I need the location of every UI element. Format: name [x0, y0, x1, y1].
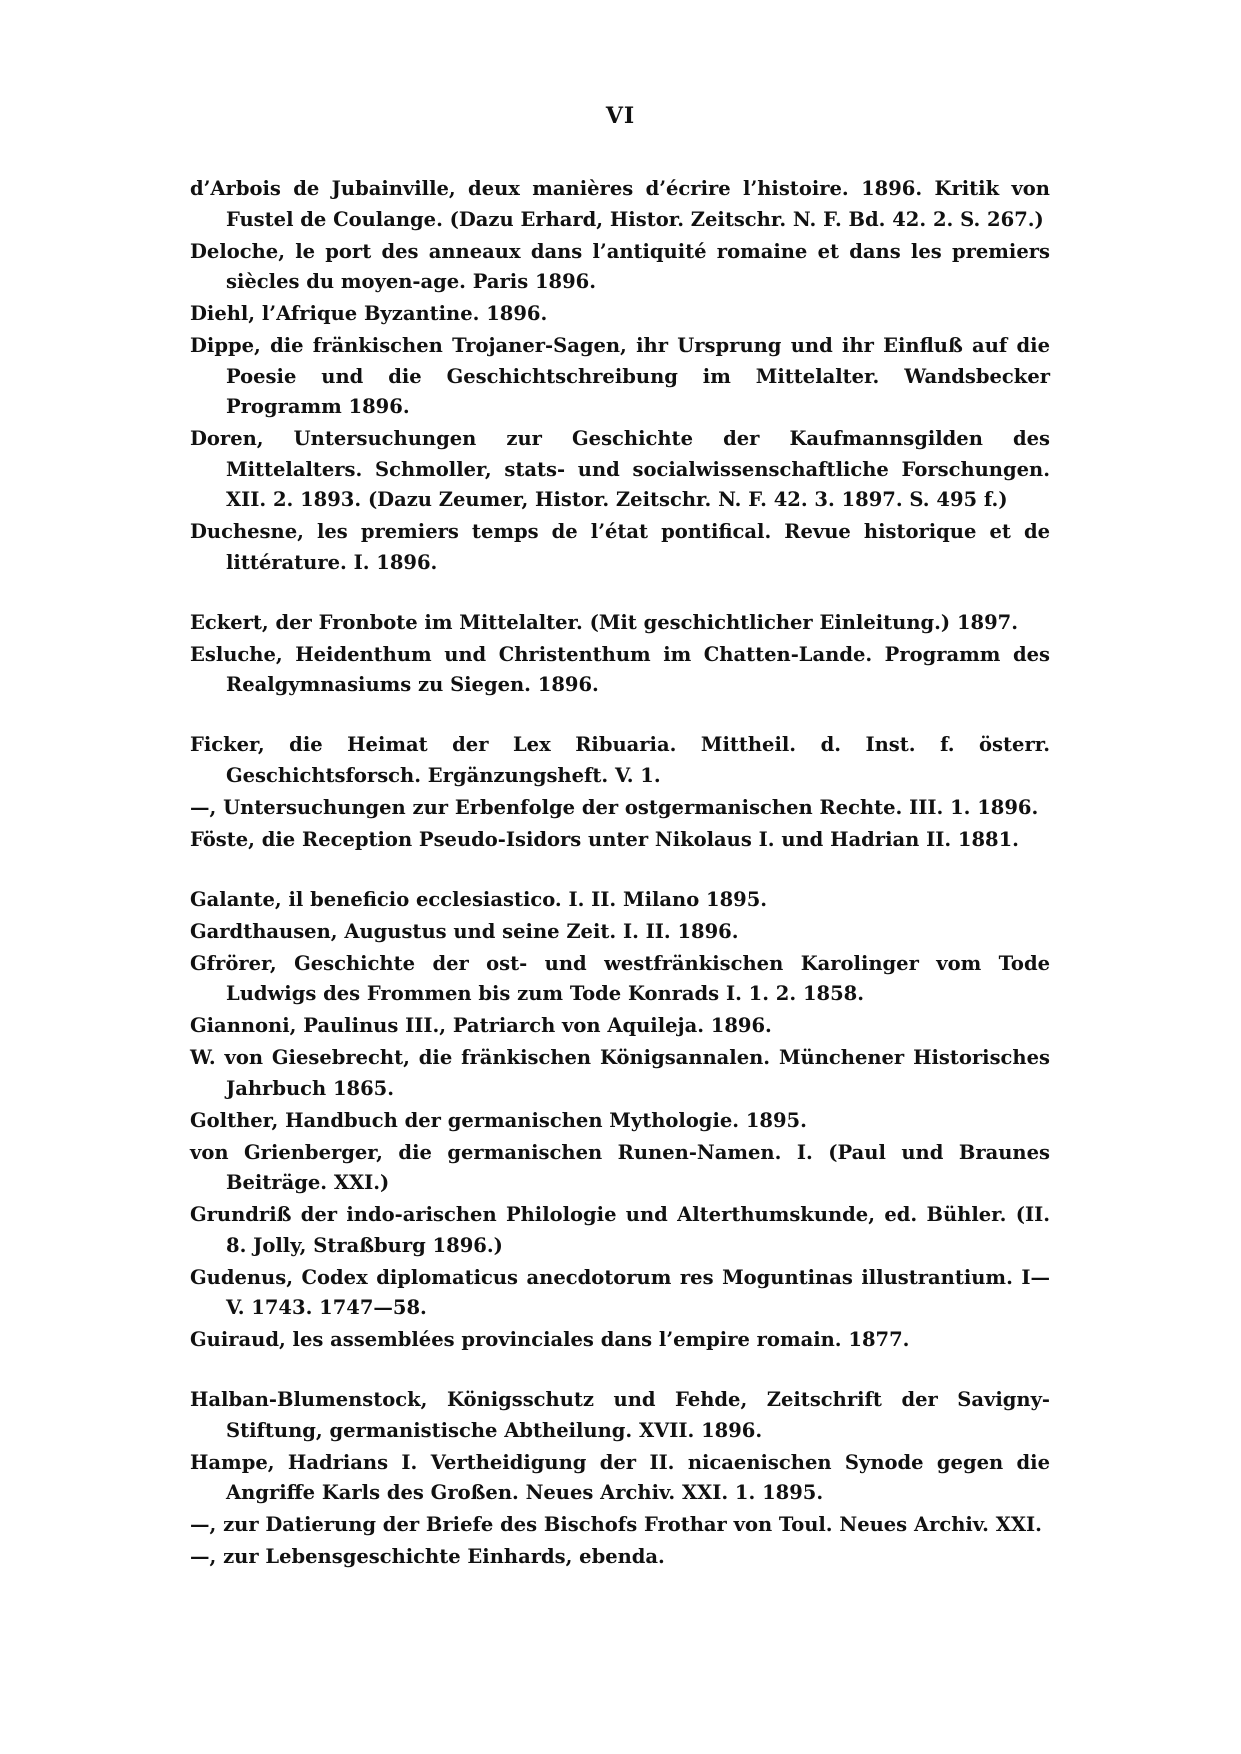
bib-entry-grienberger: von Grienberger, die germanischen Runen-Namen. I. (Paul und Braunes Beiträge. XXI.)	[190, 1140, 1050, 1194]
bib-entry-giesebrecht: W. von Giesebrecht, die fränkischen Königsannalen. Münchener Historisches Jahrbuch 1865.	[190, 1046, 1050, 1100]
bib-entry-hampe: Hampe, Hadrians I. Vertheidigung der II. nicaenischen Synode gegen die Angriffe Karls des Großen. Neues Archiv. XXI. 1. 1895.	[190, 1450, 1050, 1504]
bib-entry-grundriss: Grundriß der indo-arischen Philologie und Alterthumskunde, ed. Bühler. (II. 8. Jolly, Straßburg 1896.)	[190, 1203, 1050, 1257]
bib-entry-guiraud: Guiraud, les assemblées provinciales dans l’empire romain. 1877.	[190, 1328, 910, 1351]
bibliography-list	[190, 174, 1050, 1574]
bib-entry-doren: Doren, Untersuchungen zur Geschichte der Kaufmannsgilden des Mittelalters. Schmoller, stats- und socialwissenschaftliche Forschungen. XII. 2. 1893. (Dazu Zeumer, Histor. Zeitschr. N. F. 42. 3. 1897. S. 495 f.)	[190, 427, 1050, 511]
bib-entry-halban: Halban-Blumenstock, Königsschutz und Fehde, Zeitschrift der Savigny-Stiftung, germanistische Abtheilung. XVII. 1896.	[190, 1388, 1050, 1442]
page-number: VI	[605, 103, 636, 129]
bib-entry-foeste: Föste, die Reception Pseudo-Isidors unter Nikolaus I. und Hadrian II. 1881.	[190, 827, 1019, 851]
group-separator	[190, 1357, 1050, 1385]
bib-entry-ficker: Ficker, die Heimat der Lex Ribuaria. Mittheil. d. Inst. f. österr. Geschichtsforsch. Ergänzungsheft. V. 1.	[190, 733, 1050, 787]
bib-entry-galante: Galante, il beneficio ecclesiastico. I. II. Milano 1895.	[190, 887, 768, 911]
bib-entry-giannoni: Giannoni, Paulinus III., Patriarch von Aquileja. 1896.	[190, 1014, 772, 1037]
group-separator	[190, 702, 1050, 730]
bib-entry-hampe-3: —, zur Lebensgeschichte Einhards, ebenda.	[190, 1545, 665, 1568]
bib-entry-duchesne: Duchesne, les premiers temps de l’état pontifical. Revue historique et de littérature. I. 1896.	[190, 520, 1050, 574]
bib-entry-darbois: d’Arbois de Jubainville, deux manières d’écrire l’histoire. 1896. Kritik von Fustel de Coulange. (Dazu Erhard, Histor. Zeitschr. N. F. Bd. 42. 2. S. 267.)	[190, 177, 1050, 231]
bib-entry-golther: Golther, Handbuch der germanischen Mythologie. 1895.	[190, 1108, 807, 1132]
bib-entry-deloche: Deloche, le port des anneaux dans l’antiquité romaine et dans les premiers siècles du moyen-age. Paris 1896.	[190, 239, 1050, 293]
bib-entry-eckert: Eckert, der Fronbote im Mittelalter. (Mit geschichtlicher Einleitung.) 1897.	[190, 610, 1019, 634]
bib-entry-gfroerer: Gfrörer, Geschichte der ost- und westfränkischen Karolinger vom Tode Ludwigs des Frommen bis zum Tode Konrads I. 1. 2. 1858.	[190, 951, 1050, 1005]
bib-entry-gardthausen: Gardthausen, Augustus und seine Zeit. I. II. 1896.	[190, 919, 739, 943]
bib-entry-gudenus: Gudenus, Codex diplomaticus anecdotorum res Moguntinas illustrantium. I—V. 1743. 1747—58.	[190, 1265, 1050, 1319]
group-separator	[190, 580, 1050, 608]
bib-entry-hampe-2: —, zur Datierung der Briefe des Bischofs Frothar von Toul. Neues Archiv. XXI.	[190, 1513, 1042, 1536]
bib-entry-esluche: Esluche, Heidenthum und Christenthum im Chatten-Lande. Programm des Realgymnasiums zu Siegen. 1896.	[190, 642, 1050, 696]
bib-entry-diehl: Diehl, l’Afrique Byzantine. 1896.	[190, 302, 548, 325]
bib-entry-ficker-2: —, Untersuchungen zur Erbenfolge der ostgermanischen Rechte. III. 1. 1896.	[190, 795, 1039, 819]
bib-entry-dippe: Dippe, die fränkischen Trojaner-Sagen, ihr Ursprung und ihr Einfluß auf die Poesie und die Geschichtschreibung im Mittelalter. Wandsbecker Programm 1896.	[190, 334, 1050, 418]
group-separator	[190, 857, 1050, 885]
